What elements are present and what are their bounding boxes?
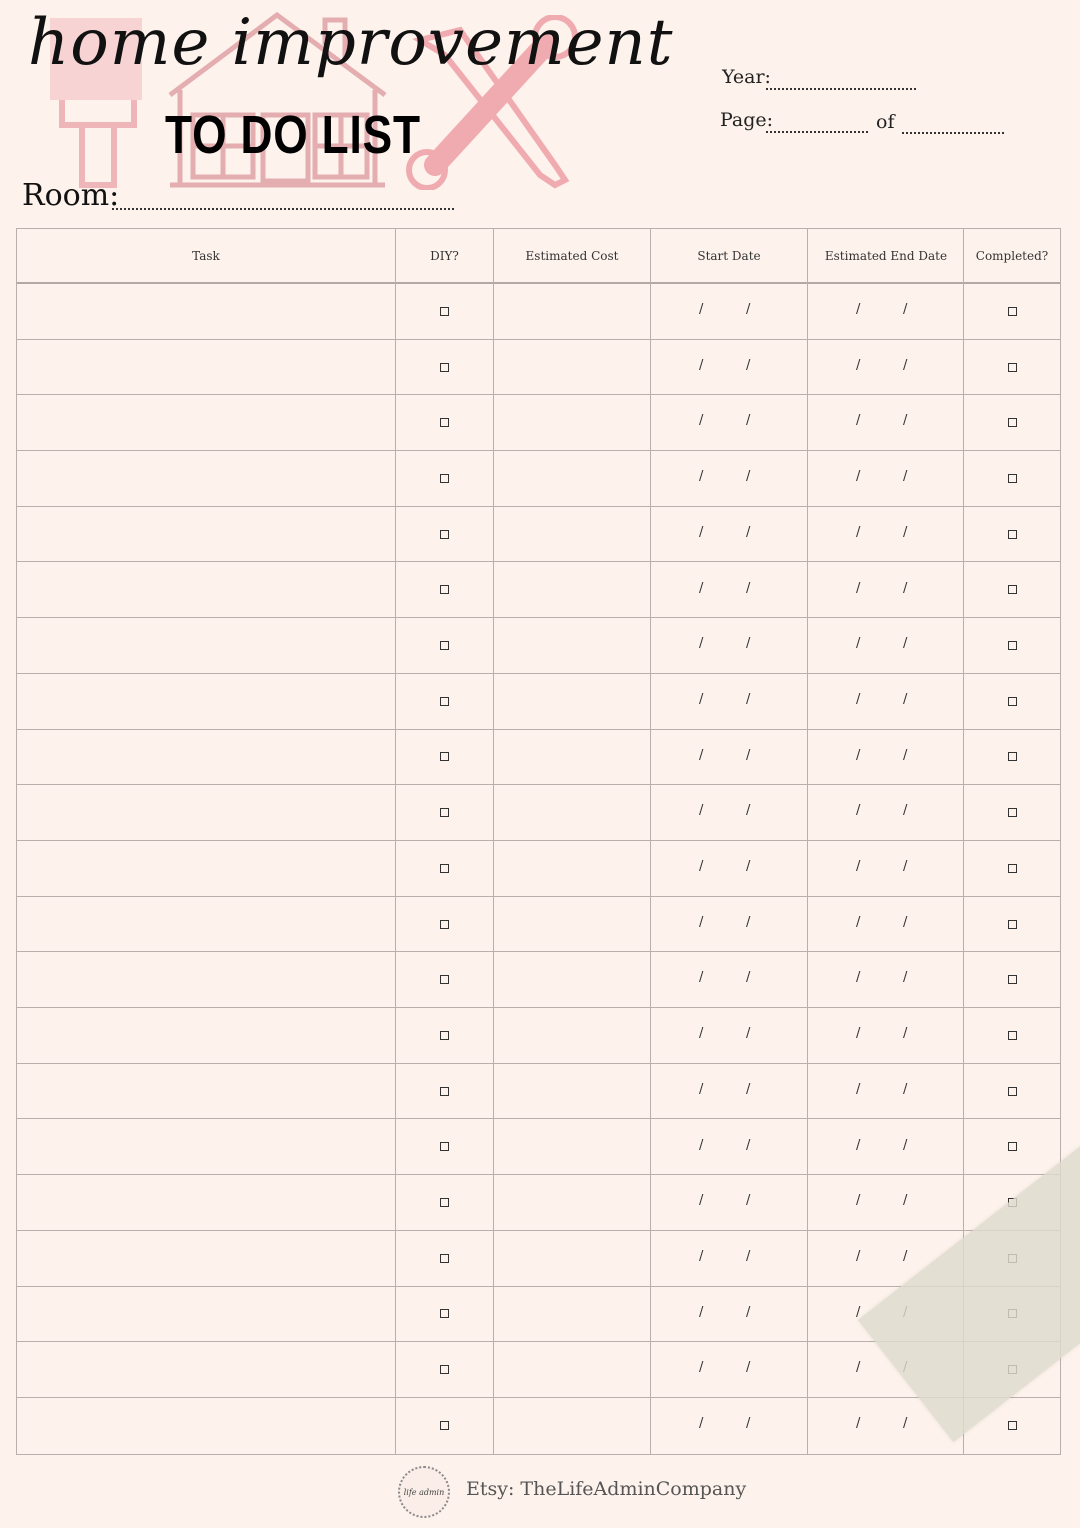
date-separator: /: [903, 747, 908, 763]
task-cell[interactable]: [17, 674, 395, 729]
date-separator: /: [903, 636, 908, 652]
table-header: [17, 229, 1060, 284]
completed-checkbox[interactable]: [1008, 975, 1017, 984]
date-separator: /: [903, 524, 908, 540]
date-separator: /: [699, 691, 704, 707]
column-header-diy: DIY?: [430, 248, 459, 263]
date-separator: /: [699, 1193, 704, 1209]
date-separator: /: [856, 302, 861, 317]
date-separator: /: [903, 803, 908, 819]
date-separator: /: [856, 1026, 861, 1042]
date-separator: /: [746, 803, 751, 819]
diy-cell: [396, 451, 493, 506]
date-separator: /: [699, 1304, 704, 1320]
date-separator: /: [856, 859, 861, 874]
diy-checkbox[interactable]: [440, 474, 449, 483]
column-header-start-date: Start Date: [697, 248, 761, 263]
estimated-end-date-cell[interactable]: [808, 1064, 964, 1119]
todo-table: [16, 228, 1061, 1455]
completed-checkbox[interactable]: [1008, 307, 1017, 316]
estimated-cost-cell[interactable]: [494, 1175, 650, 1230]
estimated-end-date-cell[interactable]: [808, 1008, 964, 1063]
task-cell[interactable]: [17, 1064, 395, 1119]
date-separator: /: [903, 1416, 908, 1431]
diy-cell: [396, 674, 493, 729]
estimated-cost-cell[interactable]: [494, 952, 650, 1007]
date-separator: /: [746, 1360, 751, 1376]
start-date-cell[interactable]: [651, 563, 807, 618]
date-separator: /: [856, 747, 861, 763]
start-date-cell[interactable]: [651, 674, 807, 729]
table-row: [17, 897, 1060, 953]
diy-cell: [396, 1342, 493, 1397]
start-date-cell[interactable]: [651, 451, 807, 506]
diy-checkbox[interactable]: [440, 1031, 449, 1040]
diy-checkbox[interactable]: [440, 363, 449, 372]
completed-cell: [964, 730, 1060, 785]
start-date-cell[interactable]: [651, 952, 807, 1007]
completed-cell: [964, 563, 1060, 618]
date-separator: /: [699, 357, 704, 373]
task-cell[interactable]: [17, 507, 395, 562]
room-field[interactable]: [112, 208, 454, 210]
date-separator: /: [856, 636, 861, 652]
diy-cell: [396, 952, 493, 1007]
table-row: [17, 674, 1060, 730]
table-row: [17, 284, 1060, 340]
date-separator: /: [903, 1137, 908, 1153]
estimated-end-date-cell[interactable]: [808, 451, 964, 506]
diy-cell: [396, 1398, 493, 1454]
year-label: Year:: [722, 66, 771, 88]
table-row: [17, 340, 1060, 396]
table-row: [17, 395, 1060, 451]
task-cell[interactable]: [17, 618, 395, 673]
completed-cell: [964, 1120, 1060, 1175]
estimated-end-date-cell[interactable]: [808, 897, 964, 952]
date-separator: /: [903, 1193, 908, 1209]
diy-cell: [396, 1064, 493, 1119]
date-separator: /: [856, 1137, 861, 1153]
date-separator: /: [699, 1248, 704, 1264]
column-header-estimated-cost: Estimated Cost: [525, 248, 619, 263]
table-row: [17, 841, 1060, 897]
diy-cell: [396, 897, 493, 952]
completed-cell: [964, 1008, 1060, 1063]
completed-checkbox[interactable]: [1008, 864, 1017, 873]
diy-checkbox[interactable]: [440, 975, 449, 984]
date-separator: /: [699, 469, 704, 485]
completed-cell: [964, 1064, 1060, 1119]
date-separator: /: [903, 1081, 908, 1097]
date-separator: /: [903, 413, 908, 429]
date-separator: /: [903, 1026, 908, 1042]
estimated-cost-cell[interactable]: [494, 618, 650, 673]
estimated-cost-cell[interactable]: [494, 1231, 650, 1286]
start-date-cell[interactable]: [651, 1120, 807, 1175]
diy-checkbox[interactable]: [440, 920, 449, 929]
diy-checkbox[interactable]: [440, 1365, 449, 1374]
diy-checkbox[interactable]: [440, 1254, 449, 1263]
estimated-cost-cell[interactable]: [494, 785, 650, 840]
task-cell[interactable]: [17, 1342, 395, 1397]
completed-checkbox[interactable]: [1008, 752, 1017, 761]
estimated-cost-cell[interactable]: [494, 674, 650, 729]
date-separator: /: [903, 859, 908, 874]
date-separator: /: [856, 970, 861, 986]
start-date-cell[interactable]: [651, 841, 807, 896]
diy-checkbox[interactable]: [440, 1142, 449, 1151]
title-script: home improvement: [28, 6, 674, 80]
date-separator: /: [746, 524, 751, 540]
date-separator: /: [746, 580, 751, 596]
estimated-end-date-cell[interactable]: [808, 1175, 964, 1230]
estimated-end-date-cell[interactable]: [808, 674, 964, 729]
diy-cell: [396, 1175, 493, 1230]
column-header-completed: Completed?: [975, 248, 1049, 263]
estimated-end-date-cell[interactable]: [808, 952, 964, 1007]
diy-cell: [396, 507, 493, 562]
date-separator: /: [746, 1416, 751, 1431]
date-separator: /: [699, 747, 704, 763]
estimated-end-date-cell[interactable]: [808, 507, 964, 562]
estimated-cost-cell[interactable]: [494, 507, 650, 562]
task-cell[interactable]: [17, 1008, 395, 1063]
diy-cell: [396, 1120, 493, 1175]
start-date-cell[interactable]: [651, 1287, 807, 1342]
date-separator: /: [856, 1248, 861, 1264]
table-row: [17, 1008, 1060, 1064]
date-separator: /: [699, 1360, 704, 1376]
task-cell[interactable]: [17, 340, 395, 395]
completed-cell: [964, 395, 1060, 450]
diy-checkbox[interactable]: [440, 585, 449, 594]
task-cell[interactable]: [17, 952, 395, 1007]
date-separator: /: [856, 1360, 861, 1376]
diy-checkbox[interactable]: [440, 1198, 449, 1207]
footer-credit: Etsy: TheLifeAdminCompany: [466, 1478, 747, 1500]
completed-checkbox[interactable]: [1008, 697, 1017, 706]
task-cell[interactable]: [17, 1175, 395, 1230]
estimated-end-date-cell[interactable]: [808, 395, 964, 450]
completed-checkbox[interactable]: [1008, 641, 1017, 650]
estimated-cost-cell[interactable]: [494, 395, 650, 450]
date-separator: /: [746, 413, 751, 429]
date-separator: /: [699, 413, 704, 429]
completed-cell: [964, 841, 1060, 896]
completed-checkbox[interactable]: [1008, 585, 1017, 594]
completed-cell: [964, 284, 1060, 339]
date-separator: /: [856, 580, 861, 596]
table-row: [17, 507, 1060, 563]
completed-cell: [964, 674, 1060, 729]
date-separator: /: [699, 636, 704, 652]
completed-cell: [964, 507, 1060, 562]
date-separator: /: [746, 914, 751, 930]
completed-checkbox[interactable]: [1008, 1421, 1017, 1430]
date-separator: /: [699, 580, 704, 596]
table-row: [17, 451, 1060, 507]
date-separator: /: [746, 1193, 751, 1209]
date-separator: /: [856, 914, 861, 930]
task-cell[interactable]: [17, 1120, 395, 1175]
diy-cell: [396, 618, 493, 673]
task-cell[interactable]: [17, 730, 395, 785]
date-separator: /: [903, 302, 908, 317]
date-separator: /: [856, 469, 861, 485]
table-row: [17, 1231, 1060, 1287]
date-separator: /: [746, 357, 751, 373]
table-row: [17, 563, 1060, 619]
start-date-cell[interactable]: [651, 507, 807, 562]
completed-checkbox[interactable]: [1008, 808, 1017, 817]
date-separator: /: [746, 691, 751, 707]
date-separator: /: [746, 747, 751, 763]
completed-cell: [964, 897, 1060, 952]
completed-checkbox[interactable]: [1008, 920, 1017, 929]
diy-cell: [396, 730, 493, 785]
diy-checkbox[interactable]: [440, 1087, 449, 1096]
completed-checkbox[interactable]: [1008, 363, 1017, 372]
diy-cell: [396, 841, 493, 896]
task-cell[interactable]: [17, 284, 395, 339]
estimated-cost-cell[interactable]: [494, 451, 650, 506]
task-cell[interactable]: [17, 785, 395, 840]
date-separator: /: [699, 803, 704, 819]
table-row: [17, 1120, 1060, 1176]
diy-cell: [396, 395, 493, 450]
date-separator: /: [856, 691, 861, 707]
start-date-cell[interactable]: [651, 730, 807, 785]
completed-checkbox[interactable]: [1008, 1031, 1017, 1040]
start-date-cell[interactable]: [651, 284, 807, 339]
date-separator: /: [746, 1248, 751, 1264]
diy-checkbox[interactable]: [440, 1421, 449, 1430]
start-date-cell[interactable]: [651, 340, 807, 395]
completed-cell: [964, 340, 1060, 395]
estimated-cost-cell[interactable]: [494, 730, 650, 785]
page-number-field[interactable]: [766, 131, 868, 133]
estimated-cost-cell[interactable]: [494, 284, 650, 339]
task-cell[interactable]: [17, 1398, 395, 1454]
table-row: [17, 618, 1060, 674]
date-separator: /: [903, 1248, 908, 1264]
table-row: [17, 1175, 1060, 1231]
completed-cell: [964, 952, 1060, 1007]
diy-checkbox[interactable]: [440, 418, 449, 427]
estimated-cost-cell[interactable]: [494, 897, 650, 952]
date-separator: /: [856, 803, 861, 819]
date-separator: /: [746, 469, 751, 485]
diy-cell: [396, 1231, 493, 1286]
table-row: [17, 730, 1060, 786]
completed-checkbox[interactable]: [1008, 418, 1017, 427]
task-cell[interactable]: [17, 395, 395, 450]
start-date-cell[interactable]: [651, 1008, 807, 1063]
estimated-end-date-cell[interactable]: [808, 340, 964, 395]
estimated-end-date-cell[interactable]: [808, 841, 964, 896]
estimated-cost-cell[interactable]: [494, 1342, 650, 1397]
completed-checkbox[interactable]: [1008, 1142, 1017, 1151]
task-cell[interactable]: [17, 897, 395, 952]
task-cell[interactable]: [17, 1287, 395, 1342]
diy-cell: [396, 340, 493, 395]
estimated-cost-cell[interactable]: [494, 340, 650, 395]
diy-checkbox[interactable]: [440, 864, 449, 873]
task-cell[interactable]: [17, 563, 395, 618]
date-separator: /: [699, 1026, 704, 1042]
estimated-end-date-cell[interactable]: [808, 618, 964, 673]
table-row: [17, 785, 1060, 841]
date-separator: /: [746, 1304, 751, 1320]
estimated-cost-cell[interactable]: [494, 841, 650, 896]
estimated-cost-cell[interactable]: [494, 1008, 650, 1063]
table-row: [17, 1064, 1060, 1120]
date-separator: /: [856, 357, 861, 373]
date-separator: /: [856, 524, 861, 540]
year-field[interactable]: [766, 88, 916, 90]
estimated-end-date-cell[interactable]: [808, 730, 964, 785]
start-date-cell[interactable]: [651, 897, 807, 952]
room-label: Room:: [22, 178, 120, 213]
date-separator: /: [856, 1416, 861, 1431]
estimated-cost-cell[interactable]: [494, 1120, 650, 1175]
diy-checkbox[interactable]: [440, 307, 449, 316]
task-cell[interactable]: [17, 841, 395, 896]
completed-cell: [964, 618, 1060, 673]
date-separator: /: [746, 1137, 751, 1153]
date-separator: /: [903, 970, 908, 986]
estimated-cost-cell[interactable]: [494, 1064, 650, 1119]
date-separator: /: [699, 914, 704, 930]
date-separator: /: [699, 1416, 704, 1431]
task-cell[interactable]: [17, 451, 395, 506]
date-separator: /: [699, 524, 704, 540]
date-separator: /: [746, 1026, 751, 1042]
estimated-end-date-cell[interactable]: [808, 1120, 964, 1175]
page-label: Page:: [720, 109, 774, 131]
diy-cell: [396, 785, 493, 840]
of-label: of: [876, 111, 895, 133]
brand-logo: life admin: [398, 1466, 450, 1518]
date-separator: /: [699, 1137, 704, 1153]
estimated-cost-cell[interactable]: [494, 1287, 650, 1342]
estimated-end-date-cell[interactable]: [808, 284, 964, 339]
start-date-cell[interactable]: [651, 618, 807, 673]
date-separator: /: [746, 302, 751, 317]
diy-checkbox[interactable]: [440, 752, 449, 761]
diy-checkbox[interactable]: [440, 530, 449, 539]
date-separator: /: [856, 413, 861, 429]
start-date-cell[interactable]: [651, 1342, 807, 1397]
date-separator: /: [699, 970, 704, 986]
date-separator: /: [699, 302, 704, 317]
completed-cell: [964, 785, 1060, 840]
estimated-end-date-cell[interactable]: [808, 563, 964, 618]
start-date-cell[interactable]: [651, 1064, 807, 1119]
date-separator: /: [856, 1304, 861, 1320]
date-separator: /: [746, 1081, 751, 1097]
column-header-estimated-end-date: Estimated End Date: [824, 248, 948, 263]
date-separator: /: [699, 1081, 704, 1097]
table-row: [17, 1398, 1060, 1454]
date-separator: /: [903, 691, 908, 707]
start-date-cell[interactable]: [651, 1175, 807, 1230]
date-separator: /: [746, 636, 751, 652]
start-date-cell[interactable]: [651, 1231, 807, 1286]
estimated-end-date-cell[interactable]: [808, 785, 964, 840]
estimated-cost-cell[interactable]: [494, 1398, 650, 1454]
diy-checkbox[interactable]: [440, 641, 449, 650]
page-title: TO DO LIST: [165, 105, 421, 165]
completed-checkbox[interactable]: [1008, 1087, 1017, 1096]
date-separator: /: [746, 859, 751, 874]
page-total-field[interactable]: [902, 132, 1004, 134]
diy-checkbox[interactable]: [440, 697, 449, 706]
completed-cell: [964, 451, 1060, 506]
diy-checkbox[interactable]: [440, 1309, 449, 1318]
date-separator: /: [746, 970, 751, 986]
completed-checkbox[interactable]: [1008, 530, 1017, 539]
table-row: [17, 952, 1060, 1008]
diy-cell: [396, 563, 493, 618]
completed-checkbox[interactable]: [1008, 474, 1017, 483]
diy-cell: [396, 1008, 493, 1063]
task-cell[interactable]: [17, 1231, 395, 1286]
column-header-task: Task: [192, 248, 220, 263]
date-separator: /: [903, 357, 908, 373]
start-date-cell[interactable]: [651, 1398, 807, 1454]
start-date-cell[interactable]: [651, 785, 807, 840]
date-separator: /: [856, 1081, 861, 1097]
date-separator: /: [903, 914, 908, 930]
diy-checkbox[interactable]: [440, 808, 449, 817]
date-separator: /: [903, 469, 908, 485]
diy-cell: [396, 284, 493, 339]
diy-cell: [396, 1287, 493, 1342]
estimated-cost-cell[interactable]: [494, 563, 650, 618]
start-date-cell[interactable]: [651, 395, 807, 450]
date-separator: /: [856, 1193, 861, 1209]
date-separator: /: [903, 580, 908, 596]
date-separator: /: [699, 859, 704, 874]
